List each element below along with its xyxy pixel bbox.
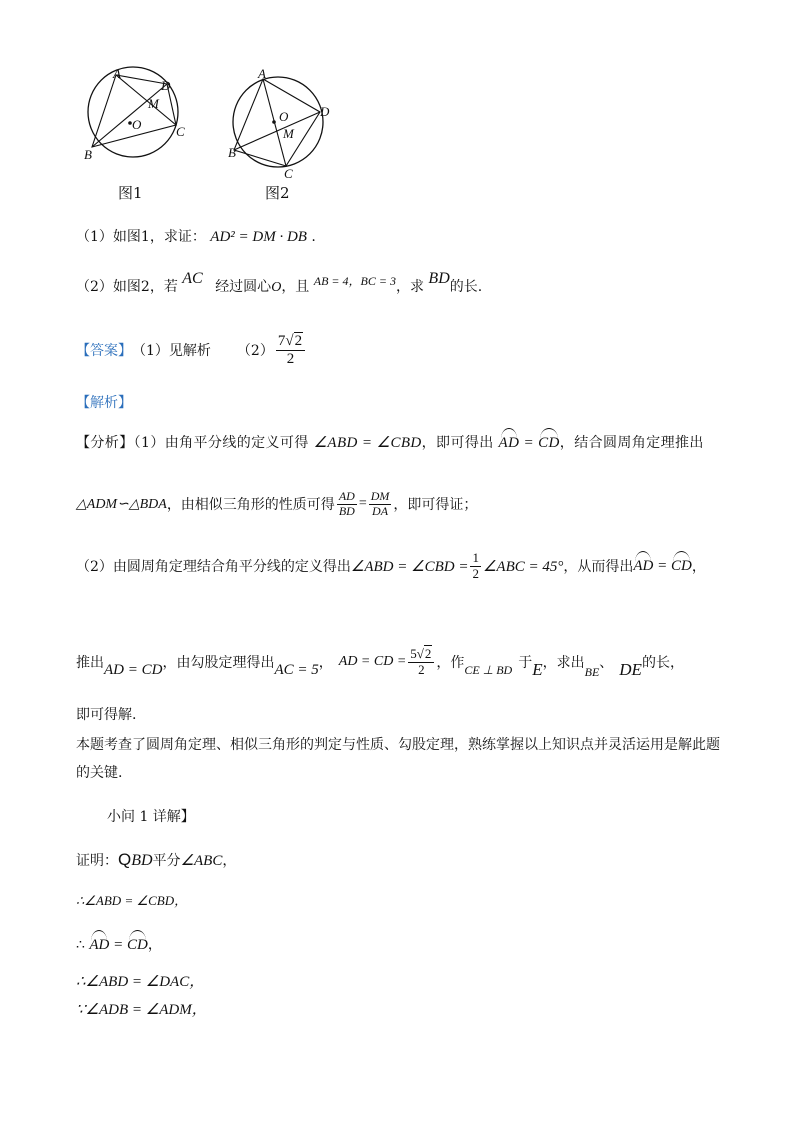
a1-text-c: ，结合圆周角定理推出: [559, 435, 704, 451]
q2-condition: AB = 4，BC = 3: [313, 274, 396, 288]
q2-mid: 经过圆心: [215, 279, 272, 295]
fig2-label-b: B: [228, 145, 236, 160]
frac-da: DA: [372, 503, 389, 518]
half-num: 1: [472, 550, 479, 566]
arc-ad-2: AD: [633, 557, 654, 574]
fig2-label-o: O: [279, 109, 289, 124]
a4-text-h: 的长，: [641, 655, 684, 671]
frac-dm: DM: [370, 489, 390, 504]
fig1-label-a: A: [113, 66, 121, 81]
a4-text-e: 于: [518, 655, 533, 671]
a3-half: [470, 551, 481, 581]
detail-line-4: ∴∠ABD = ∠DAC，: [76, 974, 205, 990]
fig2-label-m: M: [283, 126, 294, 141]
d1-end: ，: [222, 853, 237, 869]
d3-end: ，: [147, 937, 162, 953]
detail-line-3: [76, 934, 162, 954]
q1-end: .: [311, 229, 316, 245]
arc-eq: =: [523, 435, 534, 451]
analysis-line-2: [76, 484, 477, 524]
answer-part1: （1）见解析: [132, 343, 211, 359]
arc-eq-3: =: [113, 937, 124, 953]
a4-text-b: ，由勾股定理得出: [162, 655, 275, 671]
a3-formula-1: ∠ABD = ∠CBD =: [350, 558, 469, 575]
answer-fraction: $\frac{7√2}{2}$: [276, 333, 305, 367]
half-den: 2: [472, 565, 479, 581]
analysis-line-1: [76, 432, 704, 452]
a4-text-c: ，: [318, 655, 333, 671]
a4-frac-rad: 2: [424, 646, 432, 662]
d3-therefore: ∴: [76, 937, 85, 953]
d1-bd: BD: [131, 852, 153, 869]
a4-de: DE: [619, 660, 642, 679]
detail-header: 小问 1 详解】: [107, 809, 195, 825]
q2-o: O: [271, 280, 282, 295]
a4-frac-den: 2: [418, 661, 425, 677]
a4-point-e: E: [532, 660, 543, 679]
fenxi-tag: 【分析】: [76, 435, 134, 451]
arc-cd: CD: [538, 435, 560, 451]
analysis-line-3: [76, 546, 706, 586]
a1-formula: ∠ABD = ∠CBD: [313, 435, 422, 451]
a2-frac-ad-bd: [337, 490, 357, 517]
a2-frac-dm-da: [369, 490, 392, 517]
analysis-line-4: [76, 642, 684, 682]
q2-ask: ，求: [395, 279, 424, 295]
fig2-label-a: A: [258, 66, 266, 81]
d1-prefix: 证明：: [76, 853, 118, 869]
a4-ad-cd-val: AD = CD =: [338, 654, 407, 669]
fig1-label-b: B: [84, 147, 92, 162]
analysis-tag: 【解析】: [76, 395, 132, 411]
arc-eq-2: =: [657, 557, 668, 574]
frac-eq: =: [358, 496, 367, 511]
q1-text: （1）如图1，求证：: [76, 229, 206, 245]
answer-part2: （2）: [236, 343, 274, 359]
frac-ad: AD: [338, 489, 355, 504]
a4-be: BE: [584, 664, 600, 679]
d1-text: 平分: [152, 853, 181, 869]
a3-end: ，: [691, 559, 706, 575]
q2-ac: AC: [182, 270, 203, 287]
d1-angle: ∠ABC: [180, 853, 223, 869]
fig1-label-m: M: [148, 96, 159, 111]
a3-formula-2: ∠ABC = 45°: [482, 558, 564, 575]
a1-text-a: （1）由角平分线的定义可得: [133, 435, 309, 451]
fig2-label-c: C: [284, 166, 293, 181]
a3-text-b: ，从而得出: [563, 559, 634, 575]
a4-text-a: 推出: [76, 655, 104, 671]
fig1-caption: 图1: [118, 184, 143, 202]
fig1-label-o: O: [132, 117, 142, 132]
a4-text-g: 、: [599, 655, 614, 671]
a4-text-f: ，求出: [542, 655, 585, 671]
a4-ad-cd: AD = CD: [104, 661, 163, 678]
a2-similar: △ADM∽△BDA: [76, 496, 167, 512]
q2-and: ，且: [281, 279, 310, 295]
a2-text-b: ，即可得证；: [393, 497, 478, 513]
a4-ac: AC = 5: [274, 661, 319, 678]
arc-cd-3: CD: [127, 937, 148, 953]
figure-1: [78, 62, 208, 167]
d1-since: Q: [118, 850, 132, 869]
answer-num-rad: 2: [294, 333, 303, 349]
a4-perp: CE ⊥ BD: [464, 662, 513, 677]
answer-num-coef: 7: [277, 333, 286, 349]
arc-ad-3: AD: [89, 937, 110, 953]
fig2-caption: 图2: [265, 184, 290, 202]
answer-tag: 【答案】: [76, 343, 132, 359]
fig1-label-d: D: [161, 78, 171, 93]
answer-den: 2: [286, 350, 295, 367]
answer-line: [76, 330, 307, 370]
detail-line-1: [76, 850, 236, 870]
a4-frac-coef: 5: [410, 646, 417, 662]
analysis-line-7: 的关键.: [76, 765, 123, 781]
frac-bd: BD: [338, 503, 355, 518]
fig1-label-c: C: [176, 124, 185, 139]
q2-end: 的长.: [449, 279, 483, 295]
arc-cd-2: CD: [670, 557, 692, 574]
a3-text-a: （2）由圆周角定理结合角平分线的定义得出: [76, 559, 351, 575]
a4-frac: $\frac{5√2}{2}$: [408, 647, 434, 677]
arc-ad: AD: [498, 435, 520, 451]
a2-text-a: ，由相似三角形的性质可得: [166, 497, 335, 513]
a1-text-b: ，即可得出: [421, 435, 494, 451]
a4-text-d: ，作: [436, 655, 465, 671]
detail-line-2: ∴∠ABD = ∠CBD，: [76, 893, 188, 908]
analysis-line-6: 本题考查了圆周角定理、相似三角形的判定与性质、勾股定理，熟练掌握以上知识点并灵活运用是解此题: [76, 737, 720, 753]
question-2: [76, 270, 483, 296]
analysis-line-5: 即可得解.: [76, 707, 137, 723]
q2-bd: BD: [428, 270, 450, 287]
detail-line-5: ∵∠ADB = ∠ADM，: [76, 1002, 207, 1018]
question-1: [76, 226, 316, 246]
q2-text: （2）如图2，若: [76, 279, 178, 295]
q1-formula: AD² = DM · DB: [210, 229, 307, 245]
fig2-label-d: D: [320, 104, 330, 119]
